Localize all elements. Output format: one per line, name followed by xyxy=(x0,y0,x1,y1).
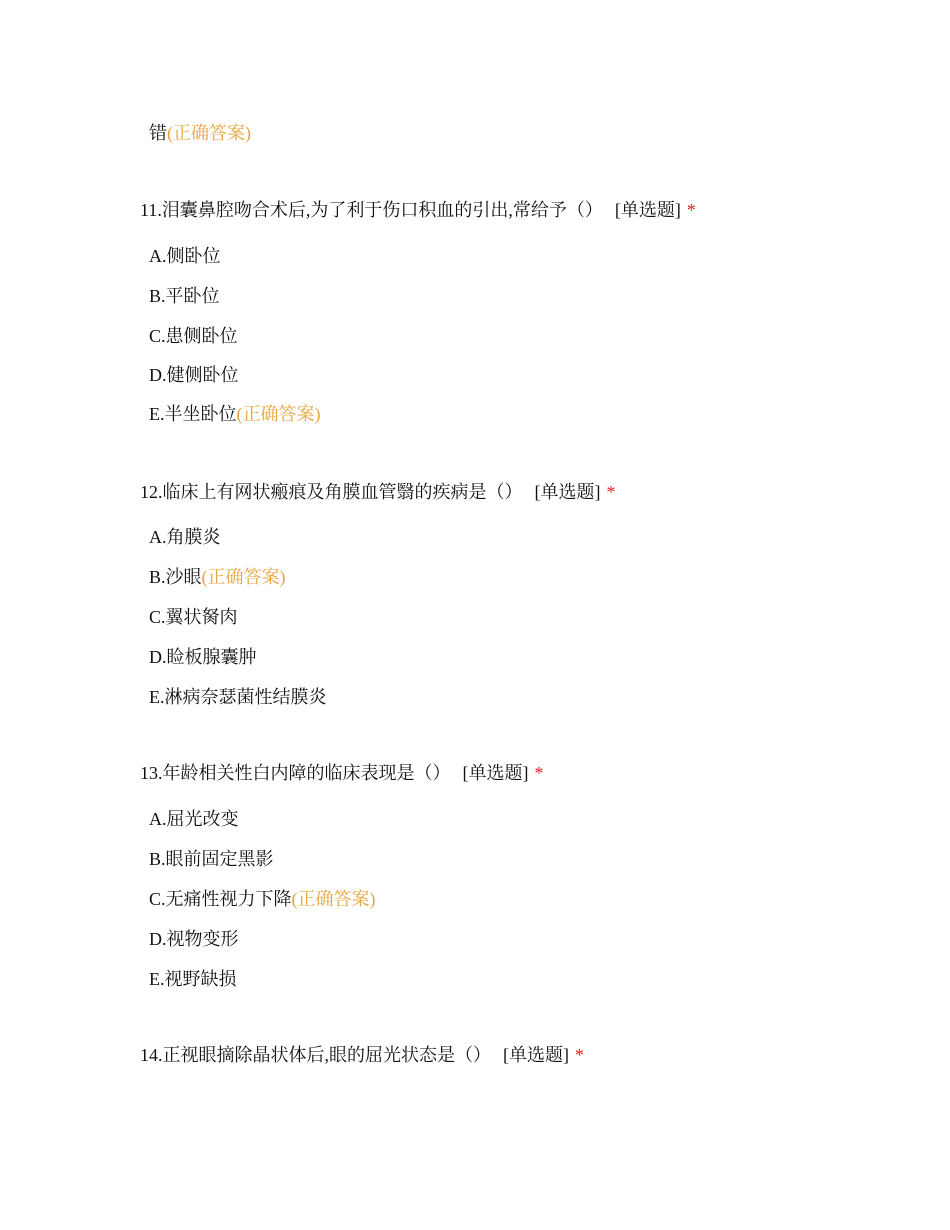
question-text: 12.临床上有网状瘢痕及角膜血管翳的疾病是（） xyxy=(140,482,523,502)
question-13-option-e xyxy=(149,967,237,991)
question-12-option-d xyxy=(149,645,257,669)
option-text: 错 xyxy=(149,123,167,143)
option-text: C.患侧卧位 xyxy=(149,326,238,346)
option-text: E.淋病奈瑟菌性结膜炎 xyxy=(149,687,327,707)
option-text: D.睑板腺囊肿 xyxy=(149,647,257,667)
prev-answer-option xyxy=(149,121,251,145)
option-text: C.无痛性视力下降 xyxy=(149,889,292,909)
question-14-title xyxy=(140,1043,584,1067)
required-mark: * xyxy=(534,763,544,783)
correct-answer-tag: (正确答案) xyxy=(167,123,251,143)
option-text: D.健侧卧位 xyxy=(149,365,239,385)
option-text: B.眼前固定黑影 xyxy=(149,849,274,869)
question-12-option-c xyxy=(149,605,238,629)
question-11-option-c xyxy=(149,324,238,348)
option-text: E.视野缺损 xyxy=(149,969,237,989)
correct-answer-tag: (正确答案) xyxy=(236,404,321,424)
question-13-option-a xyxy=(149,807,239,831)
question-13-option-c xyxy=(149,887,376,911)
option-text: C.翼状胬肉 xyxy=(149,607,238,627)
question-13-option-d xyxy=(149,927,239,951)
question-12-title xyxy=(140,480,616,504)
question-13-title xyxy=(140,761,544,785)
correct-answer-tag: (正确答案) xyxy=(201,567,286,587)
option-text: D.视物变形 xyxy=(149,929,239,949)
question-text: 14.正视眼摘除晶状体后,眼的屈光状态是（） xyxy=(140,1045,491,1065)
question-11-title xyxy=(140,198,696,222)
question-12-option-b xyxy=(149,565,286,589)
question-type: [单选题] xyxy=(503,1045,569,1065)
option-text: B.平卧位 xyxy=(149,286,220,306)
option-text: A.角膜炎 xyxy=(149,527,221,547)
required-mark: * xyxy=(575,1045,584,1065)
question-13-option-b xyxy=(149,847,274,871)
question-12-option-a xyxy=(149,525,221,549)
question-11-option-b xyxy=(149,284,220,308)
question-11-option-d xyxy=(149,363,239,387)
option-text: A.侧卧位 xyxy=(149,246,221,266)
question-text: 11.泪囊鼻腔吻合术后,为了利于伤口积血的引出,常给予（） xyxy=(140,200,603,220)
question-12-option-e xyxy=(149,685,327,709)
correct-answer-tag: (正确答案) xyxy=(291,889,376,909)
question-type: [单选题] xyxy=(534,482,601,502)
question-11-option-a xyxy=(149,244,221,268)
question-11-option-e xyxy=(149,402,321,426)
required-mark: * xyxy=(686,200,696,220)
option-text: B.沙眼 xyxy=(149,567,202,587)
question-type: [单选题] xyxy=(614,200,681,220)
required-mark: * xyxy=(606,482,616,502)
option-text: A.屈光改变 xyxy=(149,809,239,829)
question-type: [单选题] xyxy=(462,763,529,783)
question-text: 13.年龄相关性白内障的临床表现是（） xyxy=(140,763,451,783)
option-text: E.半坐卧位 xyxy=(149,404,237,424)
